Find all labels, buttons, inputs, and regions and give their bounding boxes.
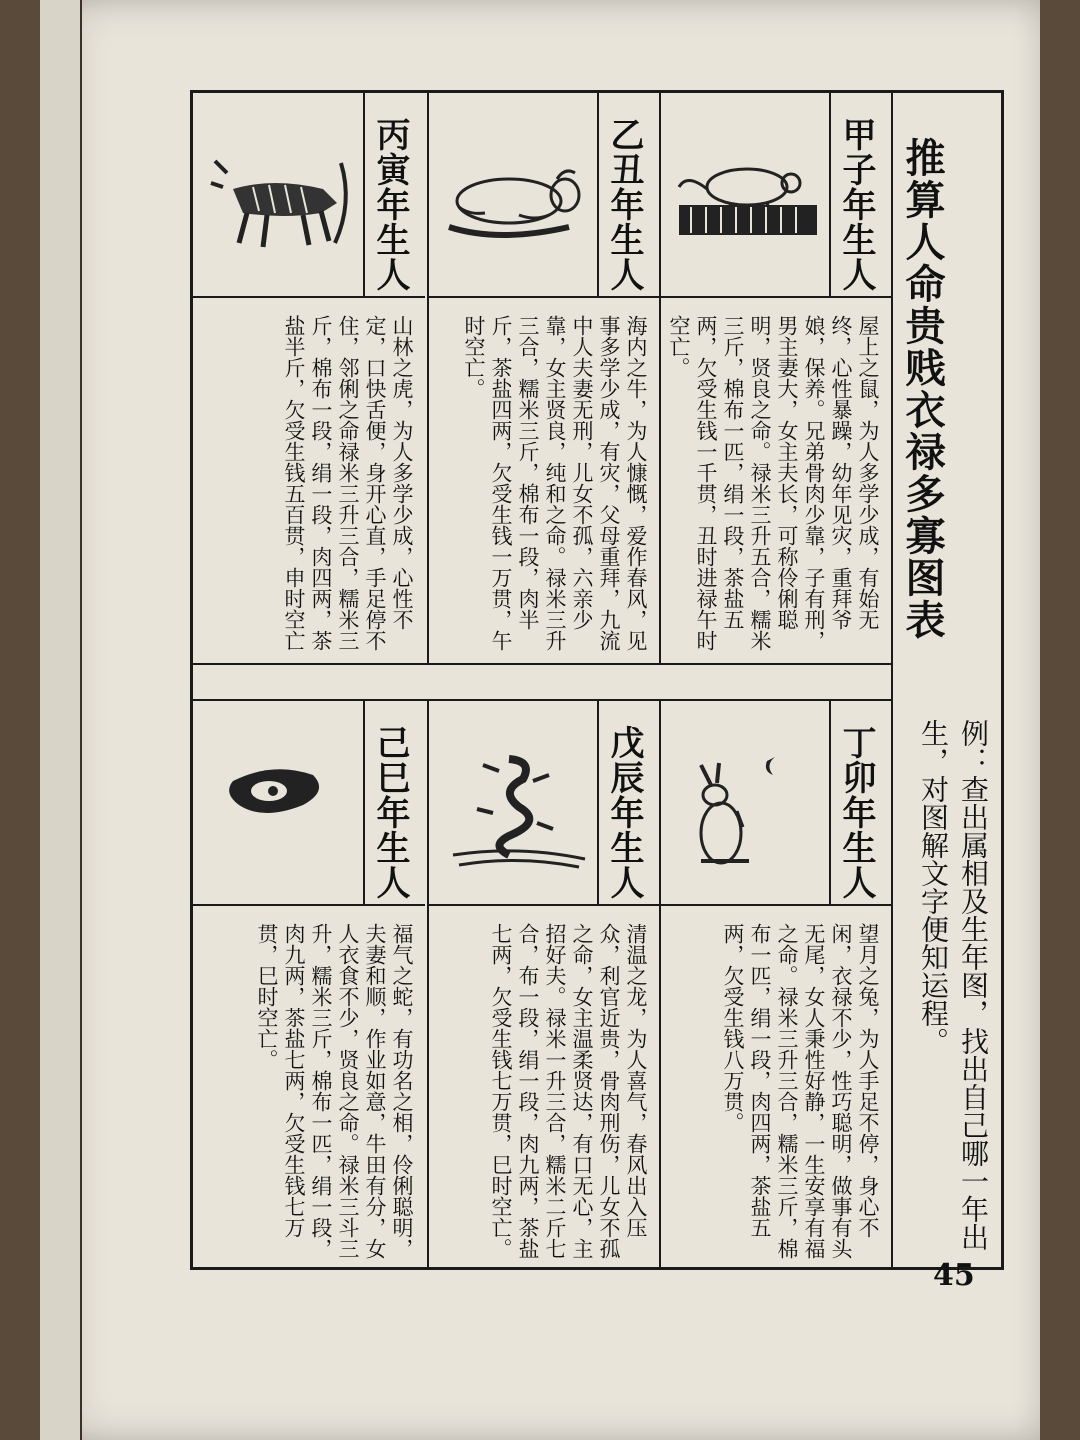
page-number: 45: [933, 1258, 975, 1293]
snake-icon: [203, 751, 359, 871]
year-name: 戊辰年生人: [604, 725, 644, 900]
name-box: [363, 93, 425, 298]
rabbit-icon: [671, 751, 827, 871]
year-name: 丁卯年生人: [836, 725, 876, 900]
year-name: 甲子年生人: [836, 117, 876, 292]
ox-icon: [439, 143, 595, 263]
name-box: [597, 93, 659, 298]
cell-header: [429, 93, 659, 298]
name-box: [829, 93, 891, 298]
zodiac-cell-dingmao: [659, 701, 891, 1269]
year-name: 丙寅年生人: [370, 117, 410, 292]
chart-table: [190, 90, 1004, 1270]
zodiac-grid: [193, 93, 891, 1267]
cell-header: [661, 93, 891, 298]
title-column: [891, 93, 1001, 1267]
year-name: 乙丑年生人: [604, 117, 644, 292]
fortune-text: 福气之蛇，有功名之相，伶俐聪明，夫妻和顺，作业如意，牛田有分，女人衣食不少，贤良之命。禄米三斗三升，糯米三斤，棉布一匹，绢一段，肉九两，茶盐七两，欠受生钱七万贯，巳时空亡。: [255, 923, 414, 1259]
fortune-text: 屋上之鼠，为人多学少成，有始无终，心性暴躁，幼年见灾，重拜爷娘，保养。兄弟骨肉少靠，子有刑，男主妻大，女主夫长，可称伶俐聪明，贤良之命。禄米三升五合，糯米三斤，棉布一匹，绢一段，茶盐五两，欠受生钱一千贯，丑时进禄午时空亡。: [667, 315, 880, 651]
zodiac-cell-bingyin: [193, 93, 425, 663]
name-box: [597, 701, 659, 906]
zodiac-cell-yichou: [427, 93, 659, 663]
cell-header: [661, 701, 891, 906]
fortune-text: 海内之牛，为人慷慨，爱作春风，见事多学少成，有灾，父母重拜，九流中人夫妻无刑，儿女不孤，六亲少靠，女主贤良，纯和之命。禄米三升三合，糯米三斤，棉布一段，肉半斤，茶盐四两，欠受生钱一万贯，午时空亡。: [462, 315, 648, 651]
name-box: [363, 701, 425, 906]
zodiac-cell-jiazi: [659, 93, 891, 663]
year-name: 己巳年生人: [370, 725, 410, 900]
cell-header: [193, 93, 425, 298]
tiger-icon: [203, 143, 359, 263]
zodiac-row-1: [193, 93, 891, 665]
book-page: [40, 0, 1040, 1440]
fortune-text: 清温之龙，为人喜气，春风出入压众，利官近贵，骨肉刑伤，儿女不孤之命，女主温柔贤达，有口无心，主招好夫。禄米一升三合，糯米二斤七合，布一段，绢一段，肉九两，茶盐七两，欠受生钱七万贯，巳时空亡。: [489, 923, 648, 1259]
fortune-text: 山林之虎，为人多学少成，心性不定，口快舌便，身开心直，手足停不住，邻俐之命禄米三升三合，糯米三斤，棉布一段，绢一段，肉四两，茶盐半斤，欠受生钱五百贯，申时空亡: [282, 315, 414, 651]
cell-header: [429, 701, 659, 906]
zodiac-cell-wuchen: [427, 701, 659, 1269]
zodiac-cell-jisi: [193, 701, 425, 1269]
dragon-icon: [439, 751, 595, 871]
rat-icon: [671, 143, 827, 263]
cell-header: [193, 701, 425, 906]
usage-note: 例：查出属相及生年图，找出自己哪一年出生，对图解文字便知运程。: [917, 719, 990, 1251]
fortune-text: 望月之兔，为人手足不停，身心不闲，衣禄不少，性巧聪明，做事有头无尾，女人秉性好静，一生安享有福之命。禄米三升三合，糯米三斤，棉布一匹，绢一段，肉四两，茶盐五两，欠受生钱八万贯。: [721, 923, 880, 1259]
name-box: [829, 701, 891, 906]
previous-page-edge: [40, 0, 82, 1440]
zodiac-row-2: [193, 699, 891, 1269]
page-title: 推算人命贵贱衣禄多寡图表: [899, 137, 945, 641]
